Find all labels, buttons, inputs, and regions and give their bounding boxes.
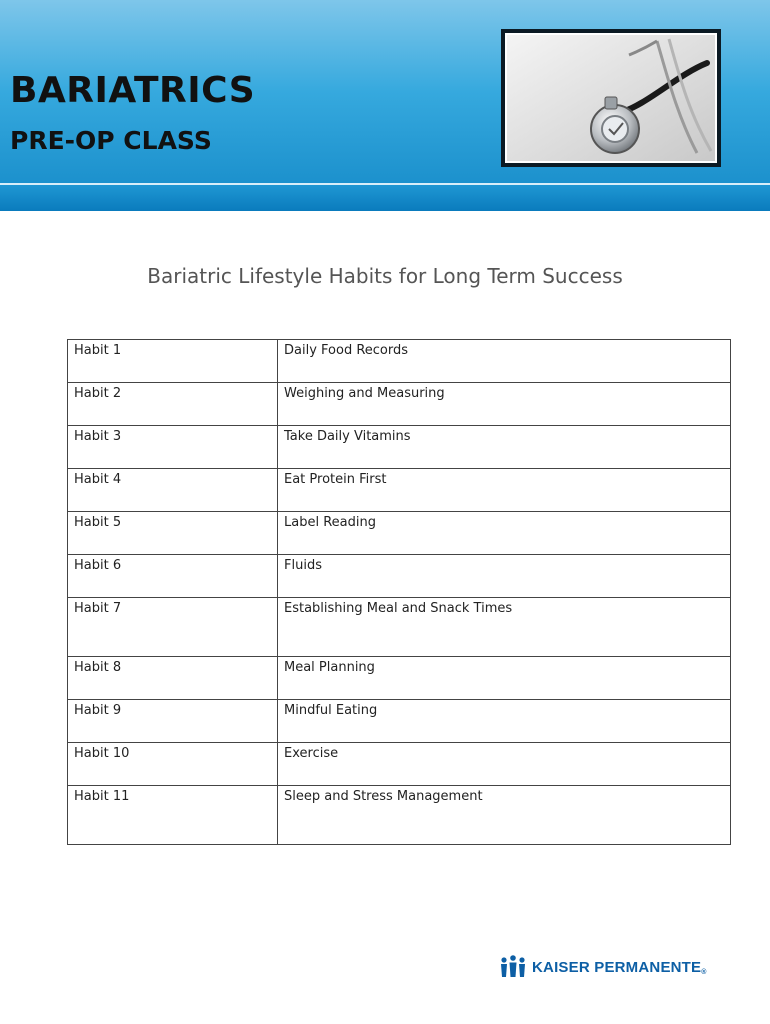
registered-mark: ® [701,968,707,976]
habit-label: Habit 6 [68,555,278,598]
habit-value: Meal Planning [278,657,731,700]
table-row [68,555,731,598]
kaiser-permanente-people-icon [500,955,526,979]
habit-value: Take Daily Vitamins [278,426,731,469]
habit-label: Habit 8 [68,657,278,700]
habit-label: Habit 9 [68,700,278,743]
habit-label: Habit 3 [68,426,278,469]
habit-label: Habit 4 [68,469,278,512]
stethoscope-icon [507,35,715,161]
habit-value: Sleep and Stress Management [278,786,731,845]
table-row [68,657,731,700]
habit-value: Fluids [278,555,731,598]
table-row [68,512,731,555]
habit-value: Establishing Meal and Snack Times [278,598,731,657]
habit-value: Mindful Eating [278,700,731,743]
table-row [68,743,731,786]
habit-value: Weighing and Measuring [278,383,731,426]
habit-value: Label Reading [278,512,731,555]
habit-label: Habit 7 [68,598,278,657]
document-heading: Bariatric Lifestyle Habits for Long Term Success [147,264,623,288]
habit-label: Habit 5 [68,512,278,555]
kaiser-permanente-logo [500,952,707,982]
habit-value: Eat Protein First [278,469,731,512]
habit-label: Habit 10 [68,743,278,786]
page-subtitle: PRE-OP CLASS [10,126,212,155]
table-row [68,426,731,469]
habit-label: Habit 2 [68,383,278,426]
habit-label: Habit 11 [68,786,278,845]
table-row [68,340,731,383]
habits-table [67,339,731,845]
page-title: BARIATRICS [10,70,256,111]
habit-value: Daily Food Records [278,340,731,383]
header-band [0,183,770,211]
table-row [68,598,731,657]
habit-value: Exercise [278,743,731,786]
header-photo [501,29,721,167]
habit-label: Habit 1 [68,340,278,383]
logo-text: KAISER PERMANENTE [532,958,702,976]
table-row [68,469,731,512]
table-row [68,383,731,426]
table-row [68,700,731,743]
table-row [68,786,731,845]
